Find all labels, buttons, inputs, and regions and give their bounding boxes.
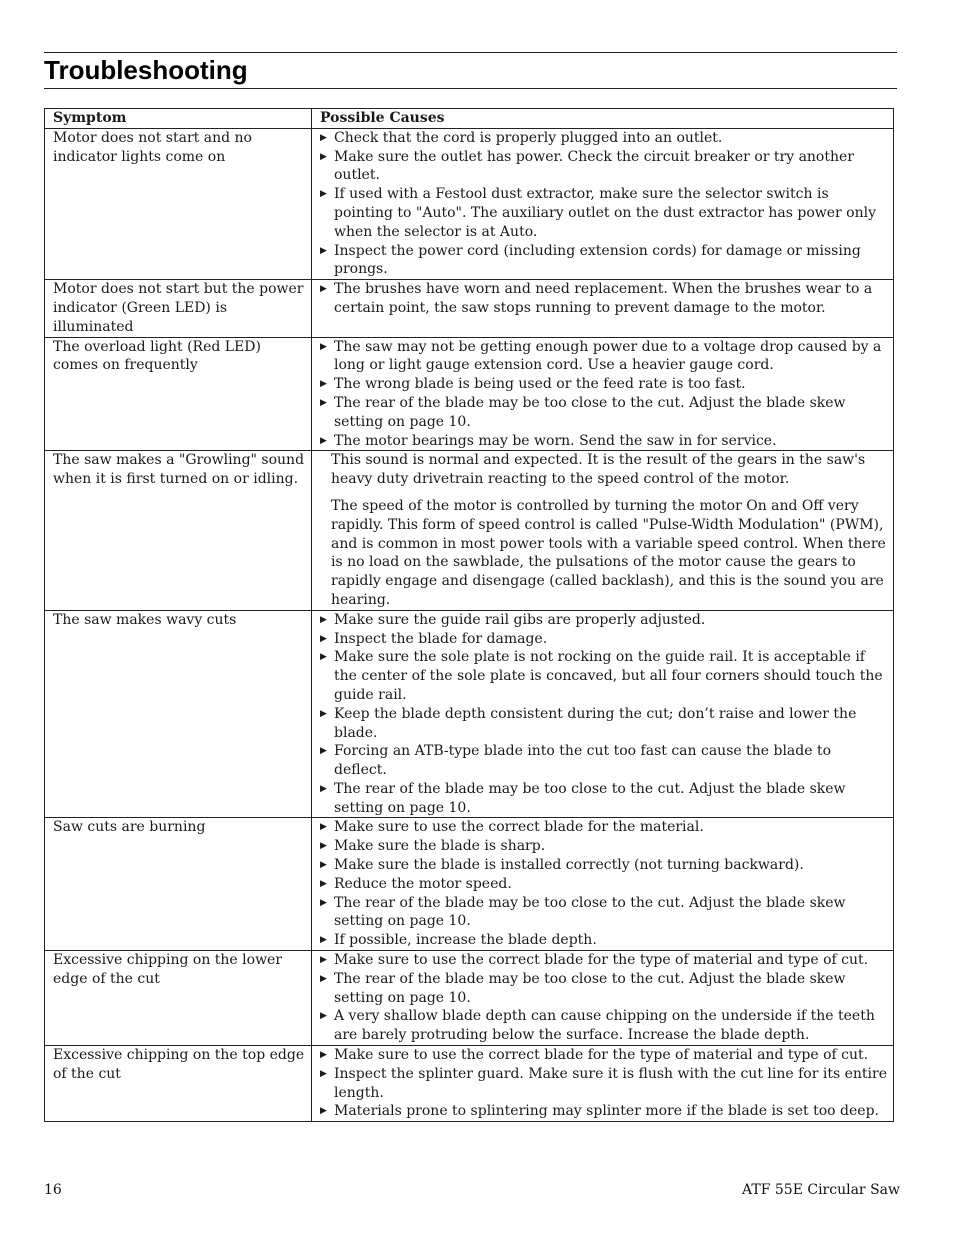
troubleshooting-table: [44, 108, 894, 1122]
triangle-right-icon: ▶: [320, 897, 327, 908]
list-item: [320, 1007, 887, 1045]
cause-text: The rear of the blade may be too close to the cut. Adjust the blade skew setting on page 10.: [334, 894, 846, 930]
cause-text: Make sure the sole plate is not rocking on the guide rail. It is acceptable if the center of the sole plate is concaved, but all four corners should touch the guide rail.: [334, 649, 883, 703]
table-row: [45, 818, 894, 951]
page-number: 16: [44, 1182, 62, 1198]
cause-text: Make sure the blade is installed correctly (not turning backward).: [334, 857, 804, 874]
product-name: ATF 55E Circular Saw: [742, 1182, 900, 1198]
list-item: [320, 742, 887, 780]
causes-cell: [312, 1046, 894, 1122]
list-item: [320, 630, 887, 649]
causes-cell: [312, 951, 894, 1046]
list-item: [320, 837, 887, 856]
causes-header: Possible Causes: [312, 109, 894, 129]
list-item: [320, 970, 887, 1008]
triangle-right-icon: ▶: [320, 245, 327, 256]
list-item: [320, 1065, 887, 1103]
cause-text: If possible, increase the blade depth.: [334, 932, 597, 949]
causes-list: [320, 951, 887, 1045]
cause-text: Keep the blade depth consistent during the cut; don’t raise and lower the blade.: [334, 705, 857, 741]
list-item: [320, 280, 887, 318]
list-item: [320, 129, 887, 148]
list-item: [320, 375, 887, 394]
symptom-cell: Motor does not start but the power indicator (Green LED) is illuminated: [45, 280, 312, 337]
causes-list: [320, 611, 887, 818]
symptom-cell: The saw makes a "Growling" sound when it is first turned on or idling.: [45, 451, 312, 610]
causes-list: [320, 338, 887, 451]
table-header-row: [45, 109, 894, 129]
list-item: [320, 931, 887, 950]
symptom-cell: The saw makes wavy cuts: [45, 610, 312, 818]
triangle-right-icon: ▶: [320, 614, 327, 625]
table-body: [45, 128, 894, 1121]
cause-text: The saw may not be getting enough power due to a voltage drop caused by a long or light gauge extension cord. Use a heavier gauge cord.: [334, 338, 882, 374]
list-item: [320, 705, 887, 743]
cause-text: Check that the cord is properly plugged into an outlet.: [334, 129, 723, 146]
cause-text: Make sure to use the correct blade for the type of material and type of cut.: [334, 1047, 869, 1064]
symptom-cell: Excessive chipping on the top edge of the cut: [45, 1046, 312, 1122]
causes-list: [320, 129, 887, 279]
cause-text: Make sure to use the correct blade for the material.: [334, 819, 704, 836]
triangle-right-icon: ▶: [320, 1011, 327, 1022]
cause-text: Materials prone to splintering may splinter more if the blade is set too deep.: [334, 1103, 879, 1120]
cause-text: A very shallow blade depth can cause chipping on the underside if the teeth are barely protruding below the surface. Increase the blade depth.: [334, 1008, 875, 1044]
cause-text: Reduce the motor speed.: [334, 875, 512, 892]
triangle-right-icon: ▶: [320, 151, 327, 162]
cause-text: The motor bearings may be worn. Send the saw in for service.: [334, 432, 777, 449]
cause-text: Make sure the blade is sharp.: [334, 838, 546, 855]
list-item: [320, 875, 887, 894]
triangle-right-icon: ▶: [320, 878, 327, 889]
causes-cell: [312, 128, 894, 279]
triangle-right-icon: ▶: [320, 1068, 327, 1079]
list-item: [320, 432, 887, 451]
triangle-right-icon: ▶: [320, 973, 327, 984]
triangle-right-icon: ▶: [320, 822, 327, 833]
symptom-cell: Motor does not start and no indicator lights come on: [45, 128, 312, 279]
list-item: [320, 818, 887, 837]
title-underline: [44, 88, 897, 89]
list-item: [320, 1046, 887, 1065]
triangle-right-icon: ▶: [320, 633, 327, 644]
triangle-right-icon: ▶: [320, 397, 327, 408]
triangle-right-icon: ▶: [320, 189, 327, 200]
cause-text: Inspect the blade for damage.: [334, 630, 548, 647]
triangle-right-icon: ▶: [320, 132, 327, 143]
cause-text: Inspect the splinter guard. Make sure it is flush with the cut line for its entire length.: [334, 1065, 887, 1101]
cause-text: The rear of the blade may be too close to the cut. Adjust the blade skew setting on page 10.: [334, 780, 846, 816]
causes-cell: [312, 451, 894, 610]
causes-list: [320, 818, 887, 950]
page-title: Troubleshooting: [44, 55, 248, 85]
cause-text: Make sure the guide rail gibs are properly adjusted.: [334, 611, 706, 628]
list-item: [320, 856, 887, 875]
causes-cell: [312, 337, 894, 451]
triangle-right-icon: ▶: [320, 284, 327, 295]
table-row: [45, 951, 894, 1046]
triangle-right-icon: ▶: [320, 435, 327, 446]
list-item: [320, 338, 887, 376]
list-item: [320, 951, 887, 970]
list-item: [320, 780, 887, 818]
cause-text: The brushes have worn and need replacement. When the brushes wear to a certain point, the saw stops running to prevent damage to the motor.: [334, 281, 873, 316]
triangle-right-icon: ▶: [320, 955, 327, 966]
table-row: [45, 280, 894, 337]
symptom-header: Symptom: [45, 109, 312, 129]
causes-list: [320, 280, 887, 318]
table-row: [45, 337, 894, 451]
triangle-right-icon: ▶: [320, 708, 327, 719]
cause-text: Make sure to use the correct blade for the type of material and type of cut.: [334, 952, 869, 969]
causes-cell: [312, 280, 894, 337]
cause-text: Forcing an ATB-type blade into the cut too fast can cause the blade to deflect.: [334, 743, 832, 779]
triangle-right-icon: ▶: [320, 935, 327, 946]
triangle-right-icon: ▶: [320, 746, 327, 757]
triangle-right-icon: ▶: [320, 1106, 327, 1117]
cause-text: The rear of the blade may be too close to the cut. Adjust the blade skew setting on page 10.: [334, 394, 846, 430]
list-item: [320, 894, 887, 932]
cause-paragraph: This sound is normal and expected. It is the result of the gears in the saw's heavy duty drivetrain reacting to the speed control of the motor.: [331, 452, 866, 488]
list-item: [320, 148, 887, 186]
cause-text: Make sure the outlet has power. Check the circuit breaker or try another outlet.: [334, 148, 854, 184]
triangle-right-icon: ▶: [320, 1050, 327, 1061]
symptom-cell: Saw cuts are burning: [45, 818, 312, 951]
symptom-cell: The overload light (Red LED) comes on frequently: [45, 337, 312, 451]
cause-text: If used with a Festool dust extractor, make sure the selector switch is pointing to "Auto". The auxiliary outlet on the dust extractor has power only when the selector is at Auto.: [334, 186, 877, 240]
list-item: [320, 242, 887, 280]
cause-paragraph: The speed of the motor is controlled by turning the motor On and Off very rapidly. This form of speed control is called "Pulse-Width Modulation" (PWM), and is common in most power tools with a variable speed control. When there is no load on the sawblade, the pulsations of the motor cause the gears to rapidly engage and disengage (called backlash), and this is the sound you are hearing.: [331, 497, 886, 608]
causes-cell: [312, 610, 894, 818]
list-item: [320, 394, 887, 432]
cause-text: Inspect the power cord (including extension cords) for damage or missing prongs.: [334, 242, 861, 278]
causes-list: [320, 1046, 887, 1121]
triangle-right-icon: ▶: [320, 379, 327, 390]
triangle-right-icon: ▶: [320, 783, 327, 794]
triangle-right-icon: ▶: [320, 841, 327, 852]
triangle-right-icon: ▶: [320, 860, 327, 871]
causes-cell: [312, 818, 894, 951]
table-row: [45, 451, 894, 610]
list-item: [320, 611, 887, 630]
cause-text: The wrong blade is being used or the feed rate is too fast.: [334, 376, 746, 393]
triangle-right-icon: ▶: [320, 652, 327, 663]
list-item: [320, 185, 887, 241]
triangle-right-icon: ▶: [320, 341, 327, 352]
table-row: [45, 128, 894, 279]
symptom-cell: Excessive chipping on the lower edge of the cut: [45, 951, 312, 1046]
table-row: [45, 1046, 894, 1122]
table-row: [45, 610, 894, 818]
list-item: [320, 648, 887, 704]
top-rule: [44, 52, 897, 53]
list-item: [320, 1102, 887, 1121]
cause-text: The rear of the blade may be too close to the cut. Adjust the blade skew setting on page 10.: [334, 970, 846, 1006]
